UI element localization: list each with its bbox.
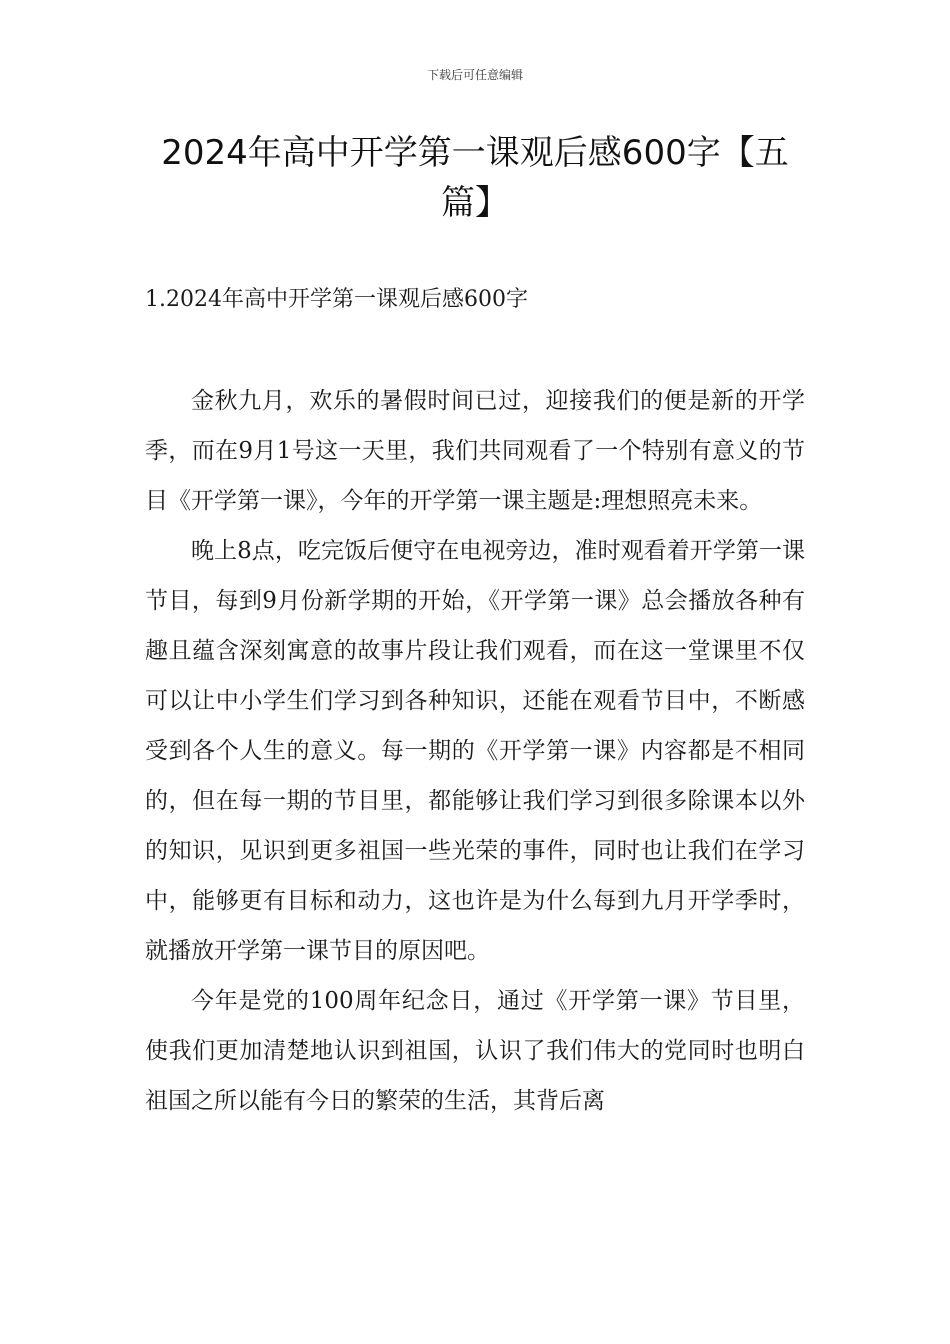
paragraph-2: 晚上8点，吃完饭后便守在电视旁边，准时观看着开学第一课节目，每到9月份新学期的开始，《开学第一课》总会播放各种有趣且蕴含深刻寓意的故事片段让我们观看，而在这一堂课里不仅可以让中小学生们学习到各种知识，还能在观看节目中，不断感受到各个人生的意义。每一期的《开学第一课》内容都是不相同的，但在每一期的节目里，都能够让我们学习到很多除课本以外的知识，见识到更多祖国一些光荣的事件，同时也让我们在学习中，能够更有目标和动力，这也许是为什么每到九月开学季时，就播放开学第一课节目的原因吧。	[145, 538, 805, 964]
document-title: 2024年高中开学第一课观后感600字【五篇】	[161, 133, 789, 223]
paragraph-3: 今年是党的100周年纪念日，通过《开学第一课》节目里，使我们更加清楚地认识到祖国，认识了我们伟大的党同时也明白祖国之所以能有今日的繁荣的生活，其背后离	[145, 988, 805, 1114]
section-heading: 1.2024年高中开学第一课观后感600字	[145, 287, 528, 312]
header-note: 下载后可任意编辑	[426, 68, 523, 82]
paragraph-1: 金秋九月，欢乐的暑假时间已过，迎接我们的便是新的开学季，而在9月1号这一天里，我们共同观看了一个特别有意义的节目《开学第一课》，今年的开学第一课主题是:理想照亮未来。	[145, 388, 805, 514]
document-body	[145, 376, 805, 1126]
